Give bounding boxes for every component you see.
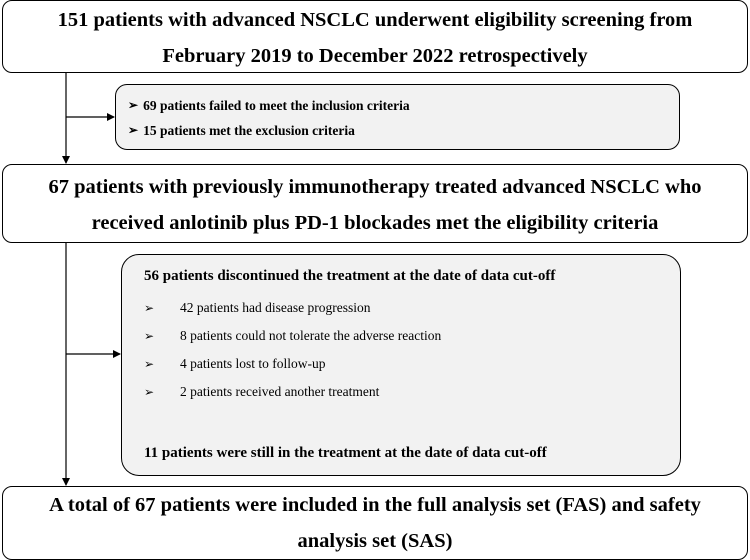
discontinued-item <box>144 322 680 350</box>
arrowhead-bullet-icon: ➢ <box>144 384 155 399</box>
discontinued-item <box>144 294 680 322</box>
arrowhead-bullet-icon: ➢ <box>144 328 155 343</box>
excluded-item-text: 15 patients met the exclusion criteria <box>143 122 355 138</box>
discontinued-box <box>121 254 681 476</box>
discontinued-item <box>144 378 680 406</box>
eligible-line-1: 67 patients with previously immunotherapy treated advanced NSCLC who <box>48 176 702 198</box>
discontinued-item-text: 42 patients had disease progression <box>180 300 371 315</box>
eligible-line-2: received anlotinib plus PD-1 blockades met the eligibility criteria <box>91 212 659 234</box>
still-in-treatment-note: 11 patients were still in the treatment at the date of data cut-off <box>144 445 547 461</box>
screening-box <box>2 0 748 73</box>
discontinued-item-text: 8 patients could not tolerate the adverse reaction <box>180 328 442 343</box>
analysis-line-2: analysis set (SAS) <box>297 530 453 552</box>
eligible-box <box>2 164 748 243</box>
discontinued-item-text: 2 patients received another treatment <box>180 384 380 399</box>
arrowhead-bullet-icon: ➢ <box>128 98 139 112</box>
excluded-box <box>115 84 680 150</box>
analysis-set-box <box>2 486 748 560</box>
arrowhead-bullet-icon: ➢ <box>144 356 155 371</box>
discontinued-header: 56 patients discontinued the treatment at the date of data cut-off <box>144 268 556 284</box>
discontinued-item <box>144 350 680 378</box>
screening-line-1: 151 patients with advanced NSCLC underwent eligibility screening from <box>57 9 693 31</box>
arrowhead-bullet-icon: ➢ <box>128 123 139 137</box>
analysis-line-1: A total of 67 patients were included in the full analysis set (FAS) and safety <box>49 494 701 516</box>
excluded-item <box>128 118 679 143</box>
discontinued-item-text: 4 patients lost to follow-up <box>180 356 326 371</box>
screening-line-2: February 2019 to December 2022 retrospectively <box>162 45 588 67</box>
excluded-item <box>128 93 679 118</box>
excluded-item-text: 69 patients failed to meet the inclusion criteria <box>143 97 410 113</box>
arrowhead-bullet-icon: ➢ <box>144 300 155 315</box>
